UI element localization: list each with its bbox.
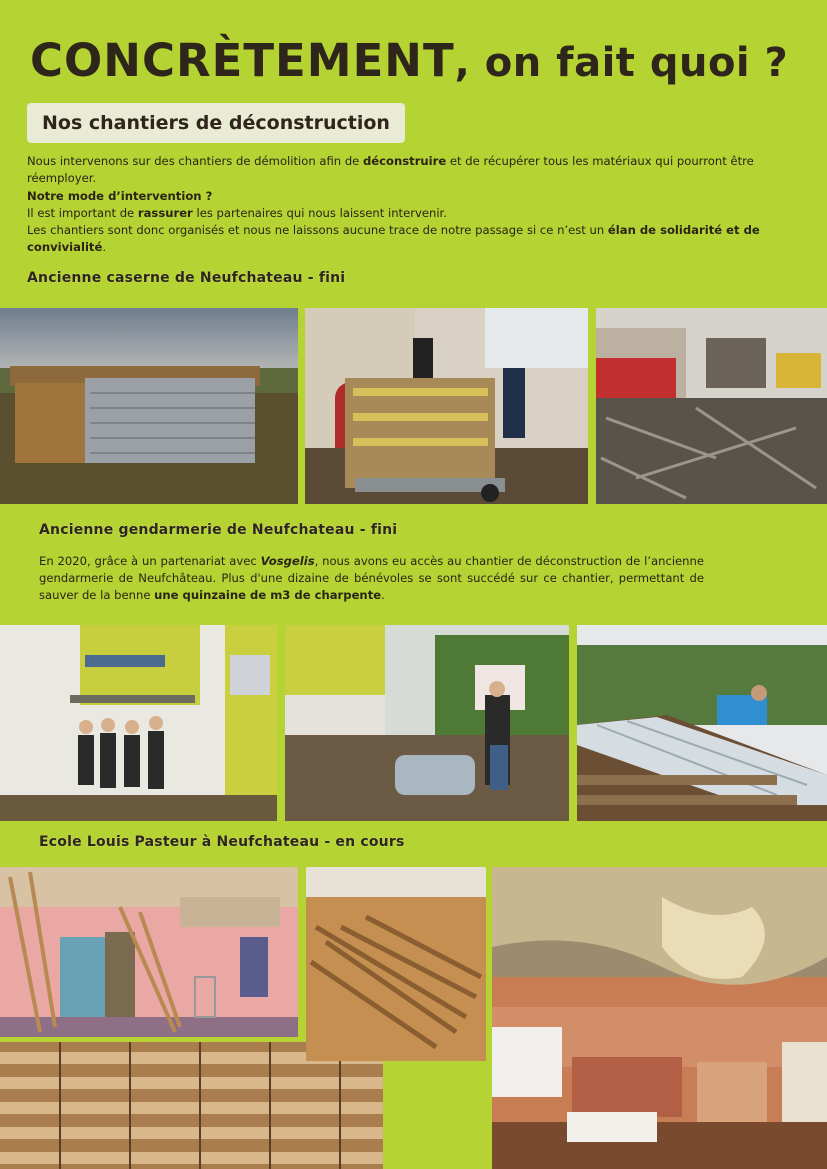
photo-caserne-stack — [0, 308, 298, 504]
photo-ecole-planks — [0, 1042, 383, 1169]
photo-ecole-classroom — [0, 867, 298, 1037]
intervention-paragraph: Notre mode d’intervention ? Il est important de rassurer les partenaires qui nous laissent intervenir. Les chantiers sont donc organisés et nous ne laissons aucune trace de notre passage si ce n’est un élan de solidarité et de convivialité. — [27, 189, 760, 254]
page-title: CONCRÈTEMENT, on fait quoi ? — [30, 34, 789, 87]
photo-gendarmerie-volunteers — [0, 625, 277, 821]
section-title-ecole: Ecole Louis Pasteur à Neufchateau - en cours — [39, 834, 405, 850]
photo-ecole-ceiling — [492, 867, 827, 1169]
photo-gendarmerie-roof — [577, 625, 827, 821]
section-title-caserne: Ancienne caserne de Neufchateau - fini — [27, 270, 346, 286]
intervention-title: Notre mode d’intervention ? — [27, 189, 213, 203]
section-badge: Nos chantiers de déconstruction — [27, 103, 405, 143]
photo-caserne-trailer — [305, 308, 588, 504]
photo-ecole-floor-planks — [306, 867, 486, 1061]
photo-caserne-demolition — [596, 308, 827, 504]
photo-gendarmerie-yard — [285, 625, 569, 821]
gendarmerie-paragraph: En 2020, grâce à un partenariat avec Vosgelis, nous avons eu accès au chantier de déconstruction de l’ancienne gendarmerie de Neufchâteau. Plus d'une dizaine de bénévoles se sont succédé sur ce chantier, permettant de sauver de la benne une quinzaine de m3 de charpente. — [39, 554, 705, 602]
intro-paragraph: Nous intervenons sur des chantiers de démolition afin de déconstruire et de récupérer tous les matériaux qui pourront être réemployer. — [27, 154, 754, 185]
section-title-gendarmerie: Ancienne gendarmerie de Neufchateau - fini — [39, 522, 398, 538]
